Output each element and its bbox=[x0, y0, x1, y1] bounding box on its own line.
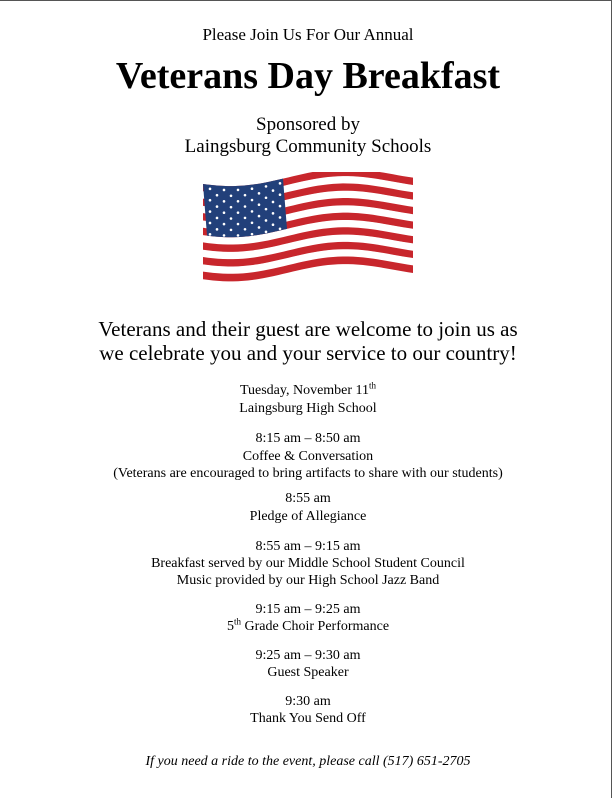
flag-star bbox=[272, 212, 275, 215]
flag-star bbox=[244, 205, 247, 208]
flag-star bbox=[258, 226, 261, 229]
flag-star bbox=[251, 210, 254, 213]
flag-star bbox=[251, 199, 254, 202]
schedule-item: Breakfast served by our Middle School Student Council bbox=[151, 556, 465, 571]
flag-star bbox=[209, 233, 212, 236]
flag-star bbox=[258, 192, 261, 195]
flag-star bbox=[209, 210, 212, 213]
flag-star bbox=[244, 194, 247, 197]
american-flag-icon bbox=[198, 172, 418, 292]
flag-star bbox=[237, 211, 240, 214]
flag-star bbox=[216, 205, 219, 208]
flag-star bbox=[216, 194, 219, 197]
flag-star bbox=[265, 231, 268, 234]
flag-star bbox=[223, 223, 226, 226]
welcome-line-2: we celebrate you and your service to our country! bbox=[99, 341, 517, 365]
flag-star bbox=[265, 185, 268, 188]
sponsored-by: Sponsored by bbox=[256, 114, 360, 135]
flag-star bbox=[244, 217, 247, 220]
flag-star bbox=[237, 200, 240, 203]
flag-star bbox=[230, 194, 233, 197]
flag-star bbox=[272, 189, 275, 192]
schedule-time: 9:30 am bbox=[285, 694, 331, 709]
schedule-time: 8:55 am bbox=[285, 491, 331, 506]
schedule-time: 9:25 am – 9:30 am bbox=[255, 648, 361, 663]
flag-star bbox=[223, 234, 226, 237]
schedule-item: Music provided by our High School Jazz Band bbox=[176, 573, 440, 588]
flag-star bbox=[265, 219, 268, 222]
event-location: Laingsburg High School bbox=[239, 401, 377, 416]
flag-star bbox=[223, 211, 226, 214]
page-title: Veterans Day Breakfast bbox=[115, 55, 501, 97]
flag-star bbox=[265, 208, 268, 211]
sponsor-name: Laingsburg Community Schools bbox=[184, 136, 432, 157]
schedule-time: 8:55 am – 9:15 am bbox=[255, 539, 361, 554]
welcome-line-1: Veterans and their guest are welcome to join us as bbox=[98, 317, 518, 341]
flag-star bbox=[216, 228, 219, 231]
flag-star bbox=[251, 187, 254, 190]
flag-star bbox=[251, 221, 254, 224]
flag-star bbox=[279, 205, 282, 208]
event-date: Tuesday, November 11th bbox=[239, 380, 377, 398]
schedule-item: 5th Grade Choir Performance bbox=[226, 616, 390, 634]
flag-star bbox=[258, 203, 261, 206]
flag-star bbox=[279, 228, 282, 231]
flag-star bbox=[230, 206, 233, 209]
schedule-item: Thank You Send Off bbox=[250, 711, 366, 726]
flag-star bbox=[244, 228, 247, 231]
flag-star bbox=[209, 199, 212, 202]
flag-star bbox=[258, 215, 261, 218]
flag-star bbox=[230, 217, 233, 220]
flag-star bbox=[209, 222, 212, 225]
schedule-time: 9:15 am – 9:25 am bbox=[255, 602, 361, 617]
flag-star bbox=[251, 233, 254, 236]
flag-star bbox=[237, 223, 240, 226]
schedule-note: (Veterans are encouraged to bring artifacts to share with our students) bbox=[113, 466, 503, 481]
schedule-item: Coffee & Conversation bbox=[242, 449, 374, 464]
flag-star bbox=[279, 216, 282, 219]
schedule-item: Guest Speaker bbox=[267, 665, 349, 680]
flag-star bbox=[237, 189, 240, 192]
flag-star bbox=[209, 188, 212, 191]
flag-star bbox=[272, 201, 275, 204]
flag-star bbox=[223, 200, 226, 203]
flag-star bbox=[223, 189, 226, 192]
schedule-time: 8:15 am – 8:50 am bbox=[255, 431, 361, 446]
flag-star bbox=[230, 229, 233, 232]
flag-star bbox=[265, 196, 268, 199]
flag-star bbox=[237, 234, 240, 237]
flag-star bbox=[272, 223, 275, 226]
flag-star bbox=[279, 182, 282, 185]
intro-text: Please Join Us For Our Annual bbox=[202, 25, 414, 44]
flag-star bbox=[279, 193, 282, 196]
ride-info-footer: If you need a ride to the event, please call (517) 651-2705 bbox=[145, 754, 471, 769]
schedule-item: Pledge of Allegiance bbox=[249, 509, 367, 524]
flag-star bbox=[216, 217, 219, 220]
